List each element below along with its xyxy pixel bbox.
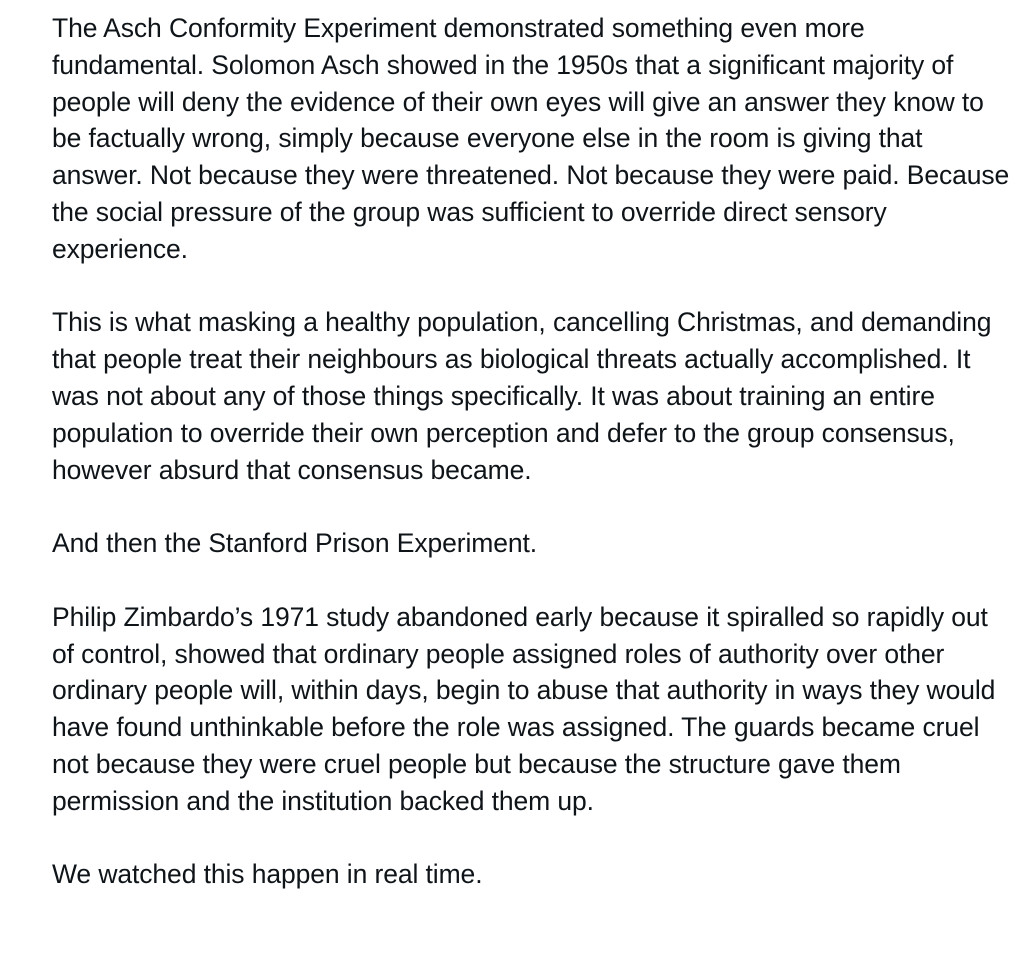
paragraph-asch: The Asch Conformity Experiment demonstrated something even more fundamental. Solomon Asch showed in the 1950s that a significant majority of people will deny the evidence of their own eyes will give an answer they know to be factually wrong, simply because everyone else in the room is giving that answer. Not because they were threatened. Not because they were paid. Because the social pressure of the group was sufficient to override direct sensory experience. [52,13,1010,264]
paragraph-stanford-intro: And then the Stanford Prison Experiment. [52,528,538,559]
post-text [52,10,1012,893]
paragraph-conclusion: We watched this happen in real time. [52,859,483,890]
paragraph-masking: This is what masking a healthy population, cancelling Christmas, and demanding that people treat their neighbours as biological threats actually accomplished. It was not about any of those things specifically. It was about training an entire population to override their own perception and defer to the group consensus, however absurd that consensus became. [52,307,992,485]
paragraph-zimbardo: Philip Zimbardo’s 1971 study abandoned early because it spiralled so rapidly out of control, showed that ordinary people assigned roles of authority over other ordinary people will, within days, begin to abuse that authority in ways they would have found unthinkable before the role was assigned. The guards became cruel not because they were cruel people but because the structure gave them permission and the institution backed them up. [52,601,996,816]
